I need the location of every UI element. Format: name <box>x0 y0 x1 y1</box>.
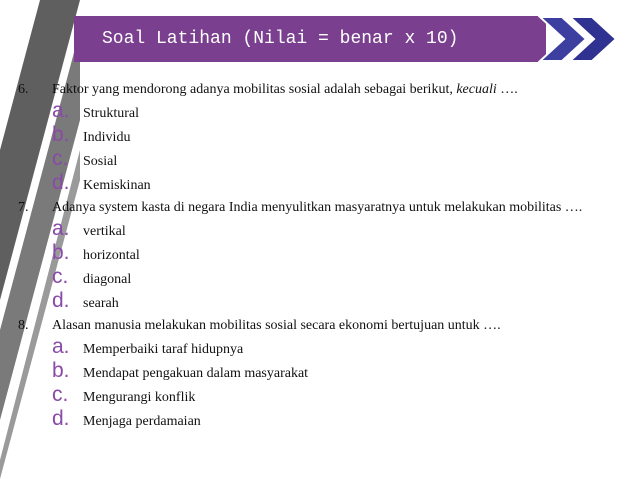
question-text: Adanya system kasta di negara India menyulitkan masyaratnya untuk melakukan mobilitas …. <box>52 200 583 215</box>
question-text: Alasan manusia melakukan mobilitas sosial secara ekonomi bertujuan untuk …. <box>52 318 501 333</box>
option-text: Memperbaiki taraf hidupnya <box>83 342 244 357</box>
option-text: Menjaga perdamaian <box>83 414 201 429</box>
question-number: 6. <box>18 82 29 97</box>
option-b <box>52 360 624 384</box>
question-6 <box>18 82 624 196</box>
option-a <box>52 336 624 360</box>
option-letter: c. <box>52 147 69 170</box>
option-text: vertikal <box>83 224 126 239</box>
emphasis-text: kecuali <box>456 82 497 97</box>
option-letter: d. <box>52 407 70 430</box>
option-letter: d. <box>52 289 70 312</box>
option-list <box>52 100 624 196</box>
option-text: Mengurangi konflik <box>83 390 196 405</box>
option-a <box>52 100 624 124</box>
title-banner <box>74 16 546 62</box>
option-letter: a. <box>52 99 70 122</box>
option-b <box>52 242 624 266</box>
option-letter: a. <box>52 335 70 358</box>
option-text: diagonal <box>83 272 132 287</box>
option-text: Mendapat pengakuan dalam masyarakat <box>83 366 309 381</box>
option-letter: d. <box>52 171 70 194</box>
option-letter: b. <box>52 359 70 382</box>
option-text: Struktural <box>83 106 139 121</box>
option-c <box>52 148 624 172</box>
option-c <box>52 384 624 408</box>
option-list <box>52 336 624 432</box>
option-text: Individu <box>83 130 131 145</box>
question-7 <box>18 200 624 314</box>
option-letter: a. <box>52 217 70 240</box>
question-number: 7. <box>18 200 29 215</box>
option-letter: c. <box>52 265 69 288</box>
option-text: searah <box>83 296 119 311</box>
option-list <box>52 218 624 314</box>
option-c <box>52 266 624 290</box>
option-a <box>52 218 624 242</box>
option-d <box>52 290 624 314</box>
option-text: horizontal <box>83 248 140 263</box>
question-text: Faktor yang mendorong adanya mobilitas sosial adalah sebagai berikut, kecuali …. <box>52 82 518 97</box>
question-8 <box>18 318 624 432</box>
option-d <box>52 408 624 432</box>
slide-title: Soal Latihan (Nilai = benar x 10) <box>102 29 459 49</box>
question-list <box>18 82 624 436</box>
option-text: Kemiskinan <box>83 178 151 193</box>
option-d <box>52 172 624 196</box>
option-text: Sosial <box>83 154 118 169</box>
option-letter: b. <box>52 123 70 146</box>
option-b <box>52 124 624 148</box>
question-number: 8. <box>18 318 29 333</box>
option-letter: c. <box>52 383 69 406</box>
option-letter: b. <box>52 241 70 264</box>
chevron-arrows-icon <box>538 14 630 64</box>
